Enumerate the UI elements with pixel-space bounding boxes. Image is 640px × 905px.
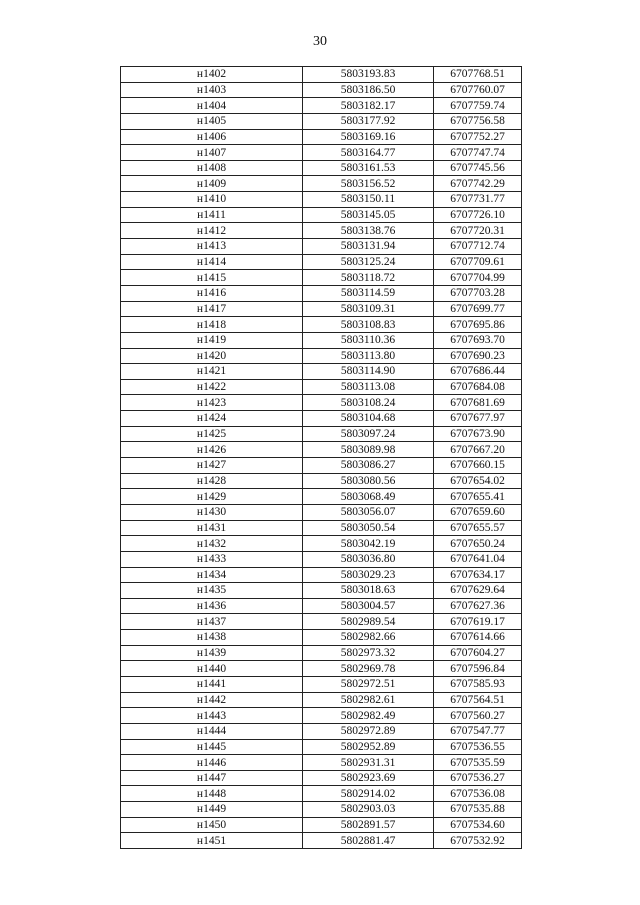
y-coordinate-cell: 6707703.28 [434,285,522,301]
point-id-cell: н1438 [121,630,303,646]
point-id-cell: н1407 [121,145,303,161]
y-coordinate-cell: 6707535.88 [434,802,522,818]
point-id-cell: н1437 [121,614,303,630]
y-coordinate-cell: 6707654.02 [434,473,522,489]
point-id-cell: н1448 [121,786,303,802]
point-id-cell: н1446 [121,755,303,771]
point-id-cell: н1419 [121,332,303,348]
table-row [121,614,522,630]
y-coordinate-cell: 6707747.74 [434,145,522,161]
y-coordinate-cell: 6707709.61 [434,254,522,270]
table-row [121,755,522,771]
y-coordinate-cell: 6707596.84 [434,661,522,677]
table-row [121,504,522,520]
x-coordinate-cell: 5803108.24 [303,395,434,411]
y-coordinate-cell: 6707655.41 [434,489,522,505]
point-id-cell: н1428 [121,473,303,489]
y-coordinate-cell: 6707660.15 [434,458,522,474]
x-coordinate-cell: 5803068.49 [303,489,434,505]
x-coordinate-cell: 5803113.08 [303,379,434,395]
table-row [121,489,522,505]
table-row [121,442,522,458]
x-coordinate-cell: 5803113.80 [303,348,434,364]
x-coordinate-cell: 5803150.11 [303,192,434,208]
table-row [121,739,522,755]
point-id-cell: н1406 [121,129,303,145]
table-row [121,551,522,567]
x-coordinate-cell: 5802969.78 [303,661,434,677]
table-row [121,817,522,833]
table-row [121,473,522,489]
x-coordinate-cell: 5803114.59 [303,285,434,301]
y-coordinate-cell: 6707681.69 [434,395,522,411]
table-row [121,770,522,786]
y-coordinate-cell: 6707726.10 [434,207,522,223]
point-id-cell: н1413 [121,239,303,255]
y-coordinate-cell: 6707619.17 [434,614,522,630]
point-id-cell: н1442 [121,692,303,708]
y-coordinate-cell: 6707655.57 [434,520,522,536]
x-coordinate-cell: 5803156.52 [303,176,434,192]
table-row [121,254,522,270]
y-coordinate-cell: 6707768.51 [434,67,522,83]
table-row [121,160,522,176]
table-row [121,379,522,395]
x-coordinate-cell: 5803177.92 [303,113,434,129]
y-coordinate-cell: 6707585.93 [434,676,522,692]
table-row [121,129,522,145]
table-row [121,317,522,333]
table-row [121,113,522,129]
y-coordinate-cell: 6707704.99 [434,270,522,286]
point-id-cell: н1431 [121,520,303,536]
x-coordinate-cell: 5802952.89 [303,739,434,755]
x-coordinate-cell: 5802973.32 [303,645,434,661]
x-coordinate-cell: 5803145.05 [303,207,434,223]
y-coordinate-cell: 6707684.08 [434,379,522,395]
table-row [121,458,522,474]
x-coordinate-cell: 5802931.31 [303,755,434,771]
x-coordinate-cell: 5803089.98 [303,442,434,458]
point-id-cell: н1416 [121,285,303,301]
y-coordinate-cell: 6707667.20 [434,442,522,458]
point-id-cell: н1423 [121,395,303,411]
point-id-cell: н1432 [121,536,303,552]
table-row [121,598,522,614]
x-coordinate-cell: 5803110.36 [303,332,434,348]
y-coordinate-cell: 6707742.29 [434,176,522,192]
page-number: 30 [313,34,327,49]
table-row [121,67,522,83]
table-row [121,364,522,380]
point-id-cell: н1409 [121,176,303,192]
x-coordinate-cell: 5803131.94 [303,239,434,255]
x-coordinate-cell: 5803109.31 [303,301,434,317]
y-coordinate-cell: 6707699.77 [434,301,522,317]
x-coordinate-cell: 5803108.83 [303,317,434,333]
x-coordinate-cell: 5802972.89 [303,723,434,739]
y-coordinate-cell: 6707686.44 [434,364,522,380]
y-coordinate-cell: 6707604.27 [434,645,522,661]
x-coordinate-cell: 5803193.83 [303,67,434,83]
x-coordinate-cell: 5803056.07 [303,504,434,520]
point-id-cell: н1444 [121,723,303,739]
table-row [121,223,522,239]
x-coordinate-cell: 5803036.80 [303,551,434,567]
y-coordinate-cell: 6707693.70 [434,332,522,348]
point-id-cell: н1414 [121,254,303,270]
x-coordinate-cell: 5802923.69 [303,770,434,786]
table-row [121,567,522,583]
y-coordinate-cell: 6707731.77 [434,192,522,208]
point-id-cell: н1425 [121,426,303,442]
table-row [121,536,522,552]
table-row [121,285,522,301]
x-coordinate-cell: 5803029.23 [303,567,434,583]
table-row [121,645,522,661]
table-row [121,723,522,739]
table-row [121,426,522,442]
y-coordinate-cell: 6707745.56 [434,160,522,176]
table-row [121,332,522,348]
y-coordinate-cell: 6707690.23 [434,348,522,364]
y-coordinate-cell: 6707650.24 [434,536,522,552]
point-id-cell: н1436 [121,598,303,614]
table-row [121,520,522,536]
table-row [121,676,522,692]
point-id-cell: н1433 [121,551,303,567]
point-id-cell: н1449 [121,802,303,818]
table-row [121,207,522,223]
x-coordinate-cell: 5802891.57 [303,817,434,833]
y-coordinate-cell: 6707536.55 [434,739,522,755]
x-coordinate-cell: 5802989.54 [303,614,434,630]
y-coordinate-cell: 6707677.97 [434,411,522,427]
table-row [121,661,522,677]
point-id-cell: н1439 [121,645,303,661]
x-coordinate-cell: 5802903.03 [303,802,434,818]
y-coordinate-cell: 6707532.92 [434,833,522,849]
point-id-cell: н1410 [121,192,303,208]
x-coordinate-cell: 5802982.49 [303,708,434,724]
x-coordinate-cell: 5803004.57 [303,598,434,614]
table-row [121,630,522,646]
y-coordinate-cell: 6707535.59 [434,755,522,771]
x-coordinate-cell: 5802982.66 [303,630,434,646]
point-id-cell: н1447 [121,770,303,786]
table-row [121,98,522,114]
y-coordinate-cell: 6707712.74 [434,239,522,255]
x-coordinate-cell: 5803080.56 [303,473,434,489]
point-id-cell: н1434 [121,567,303,583]
y-coordinate-cell: 6707760.07 [434,82,522,98]
point-id-cell: н1424 [121,411,303,427]
x-coordinate-cell: 5803182.17 [303,98,434,114]
point-id-cell: н1430 [121,504,303,520]
table-row [121,301,522,317]
point-id-cell: н1445 [121,739,303,755]
table-row [121,833,522,849]
x-coordinate-cell: 5803018.63 [303,583,434,599]
y-coordinate-cell: 6707536.27 [434,770,522,786]
x-coordinate-cell: 5802914.02 [303,786,434,802]
x-coordinate-cell: 5802972.51 [303,676,434,692]
y-coordinate-cell: 6707641.04 [434,551,522,567]
x-coordinate-cell: 5802982.61 [303,692,434,708]
x-coordinate-cell: 5803164.77 [303,145,434,161]
y-coordinate-cell: 6707720.31 [434,223,522,239]
x-coordinate-cell: 5803186.50 [303,82,434,98]
x-coordinate-cell: 5803138.76 [303,223,434,239]
y-coordinate-cell: 6707536.08 [434,786,522,802]
point-id-cell: н1443 [121,708,303,724]
y-coordinate-cell: 6707756.58 [434,113,522,129]
table-row [121,708,522,724]
point-id-cell: н1422 [121,379,303,395]
y-coordinate-cell: 6707673.90 [434,426,522,442]
x-coordinate-cell: 5803086.27 [303,458,434,474]
x-coordinate-cell: 5803125.24 [303,254,434,270]
point-id-cell: н1403 [121,82,303,98]
y-coordinate-cell: 6707547.77 [434,723,522,739]
point-id-cell: н1426 [121,442,303,458]
x-coordinate-cell: 5802881.47 [303,833,434,849]
table-row [121,176,522,192]
table-row [121,348,522,364]
table-row [121,82,522,98]
x-coordinate-cell: 5803097.24 [303,426,434,442]
table-row [121,395,522,411]
y-coordinate-cell: 6707629.64 [434,583,522,599]
point-id-cell: н1427 [121,458,303,474]
y-coordinate-cell: 6707759.74 [434,98,522,114]
y-coordinate-cell: 6707752.27 [434,129,522,145]
table-row [121,692,522,708]
x-coordinate-cell: 5803104.68 [303,411,434,427]
y-coordinate-cell: 6707614.66 [434,630,522,646]
point-id-cell: н1420 [121,348,303,364]
table-row [121,411,522,427]
table-row [121,802,522,818]
y-coordinate-cell: 6707564.51 [434,692,522,708]
point-id-cell: н1418 [121,317,303,333]
point-id-cell: н1412 [121,223,303,239]
x-coordinate-cell: 5803042.19 [303,536,434,552]
point-id-cell: н1408 [121,160,303,176]
coordinates-table [120,66,522,849]
point-id-cell: н1402 [121,67,303,83]
point-id-cell: н1429 [121,489,303,505]
coordinates-table-body [121,67,522,849]
point-id-cell: н1404 [121,98,303,114]
y-coordinate-cell: 6707560.27 [434,708,522,724]
point-id-cell: н1440 [121,661,303,677]
y-coordinate-cell: 6707659.60 [434,504,522,520]
table-row [121,583,522,599]
point-id-cell: н1417 [121,301,303,317]
y-coordinate-cell: 6707534.60 [434,817,522,833]
point-id-cell: н1435 [121,583,303,599]
x-coordinate-cell: 5803114.90 [303,364,434,380]
table-row [121,239,522,255]
x-coordinate-cell: 5803050.54 [303,520,434,536]
point-id-cell: н1415 [121,270,303,286]
point-id-cell: н1411 [121,207,303,223]
x-coordinate-cell: 5803169.16 [303,129,434,145]
point-id-cell: н1405 [121,113,303,129]
y-coordinate-cell: 6707634.17 [434,567,522,583]
point-id-cell: н1450 [121,817,303,833]
point-id-cell: н1451 [121,833,303,849]
table-row [121,145,522,161]
y-coordinate-cell: 6707627.36 [434,598,522,614]
x-coordinate-cell: 5803118.72 [303,270,434,286]
y-coordinate-cell: 6707695.86 [434,317,522,333]
table-row [121,192,522,208]
point-id-cell: н1421 [121,364,303,380]
x-coordinate-cell: 5803161.53 [303,160,434,176]
table-row [121,270,522,286]
point-id-cell: н1441 [121,676,303,692]
table-row [121,786,522,802]
